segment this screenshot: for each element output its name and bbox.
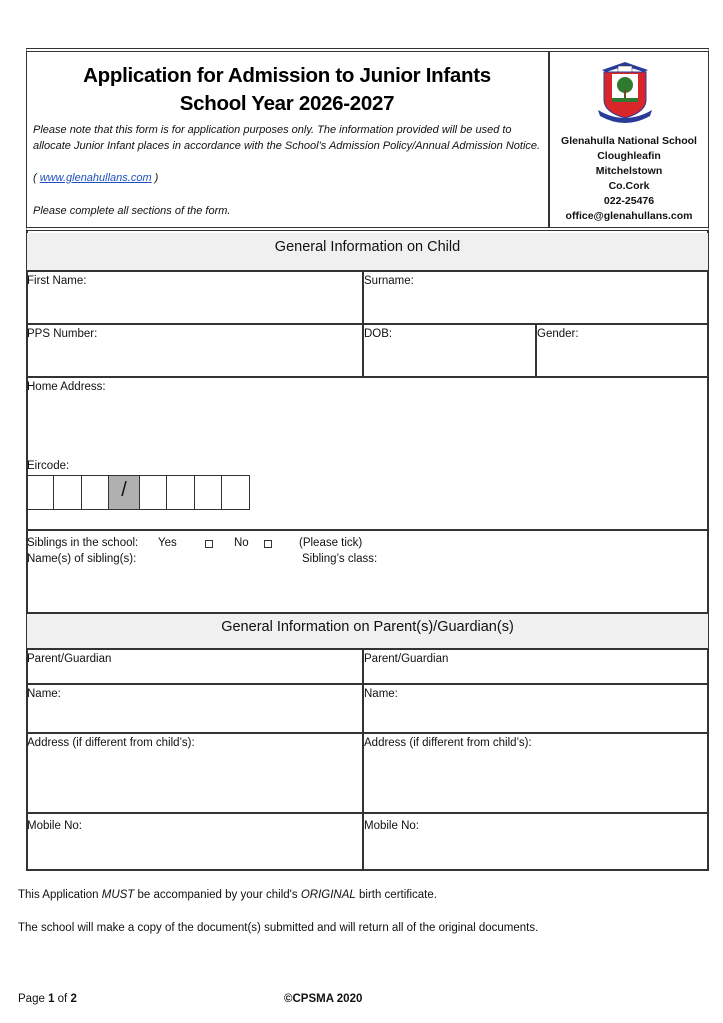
school-email[interactable]: office@glenahullans.com bbox=[565, 210, 693, 222]
complete-note: Please complete all sections of the form. bbox=[33, 205, 231, 217]
divider bbox=[26, 529, 709, 531]
parent2-address-field[interactable] bbox=[364, 734, 707, 811]
intro-text: Please note that this form is for application purposes only. The information provided will be used to allocate Junior Infant places in accordance with the School’s Admission Policy/Annual Admission Notice. bbox=[33, 124, 541, 152]
first-name-label: First Name: bbox=[27, 275, 87, 287]
checkbox-icon bbox=[205, 540, 213, 548]
home-address-field[interactable] bbox=[28, 396, 707, 456]
pps-field[interactable] bbox=[28, 325, 362, 376]
home-address-label: Home Address: bbox=[27, 381, 106, 393]
gender-label: Gender: bbox=[537, 328, 579, 340]
birth-cert-note bbox=[18, 889, 437, 901]
eircode-input[interactable] bbox=[26, 475, 250, 510]
website-link[interactable]: www.glenahullans.com bbox=[39, 172, 152, 184]
eircode-box[interactable] bbox=[195, 476, 222, 509]
page-current: 1 bbox=[48, 993, 55, 1005]
no-checkbox[interactable] bbox=[264, 538, 272, 550]
divider bbox=[26, 376, 709, 378]
first-name-field[interactable] bbox=[28, 272, 362, 323]
page-total: 2 bbox=[70, 993, 77, 1005]
yes-label: Yes bbox=[158, 537, 177, 549]
eircode-box[interactable] bbox=[140, 476, 167, 509]
parent1-mobile-label: Mobile No: bbox=[27, 820, 82, 832]
parent2-name-label: Name: bbox=[364, 688, 398, 700]
school-address-2: Mitchelstown bbox=[595, 165, 663, 177]
school-crest-icon bbox=[594, 60, 656, 126]
documents-note: The school will make a copy of the document(s) submitted and will return all of the original documents. bbox=[18, 922, 539, 934]
pps-label: PPS Number: bbox=[27, 328, 98, 340]
website-line bbox=[33, 170, 545, 186]
form-subtitle: School Year 2026-2027 bbox=[179, 92, 395, 115]
eircode-separator bbox=[109, 476, 140, 509]
eircode-box[interactable] bbox=[167, 476, 195, 509]
school-contact bbox=[550, 134, 708, 224]
siblings-label: Siblings in the school: bbox=[27, 537, 139, 549]
parent1-mobile-field[interactable] bbox=[28, 814, 362, 869]
paren-close: ) bbox=[151, 172, 159, 184]
checkbox-icon bbox=[264, 540, 272, 548]
parent1-name-field[interactable] bbox=[28, 685, 362, 731]
surname-field[interactable] bbox=[364, 272, 707, 323]
table-right-border bbox=[707, 231, 709, 871]
please-tick-note: (Please tick) bbox=[299, 537, 363, 549]
parent1-address-label: Address (if different from child’s): bbox=[27, 737, 195, 749]
school-address-1: Cloughleafin bbox=[597, 150, 661, 162]
parent2-mobile-field[interactable] bbox=[364, 814, 707, 869]
school-phone: 022-25476 bbox=[603, 195, 655, 207]
dob-label: DOB: bbox=[364, 328, 393, 340]
parent2-mobile-label: Mobile No: bbox=[364, 820, 419, 832]
slash-glyph: / bbox=[121, 479, 127, 501]
parent1-title: Parent/Guardian bbox=[27, 653, 112, 665]
sibling-names-label: Name(s) of sibling(s): bbox=[27, 553, 137, 565]
parent2-title: Parent/Guardian bbox=[364, 653, 449, 665]
note-text: This Application bbox=[18, 889, 102, 901]
note-emphasis: ORIGINAL bbox=[300, 889, 356, 901]
section-heading-child: General Information on Child bbox=[27, 233, 708, 270]
school-address-3: Co.Cork bbox=[608, 180, 650, 192]
copyright: ©CPSMA 2020 bbox=[284, 993, 363, 1005]
sibling-class-label: Sibling’s class: bbox=[302, 553, 378, 565]
no-label: No bbox=[234, 537, 249, 549]
eircode-label: Eircode: bbox=[27, 460, 70, 472]
sibling-names-field[interactable] bbox=[28, 568, 298, 610]
page-of: of bbox=[54, 993, 71, 1005]
eircode-box[interactable] bbox=[82, 476, 109, 509]
parent1-address-field[interactable] bbox=[28, 734, 362, 811]
note-text: birth certificate. bbox=[355, 889, 437, 901]
parent1-name-label: Name: bbox=[27, 688, 61, 700]
note-text: be accompanied by your child's bbox=[134, 889, 301, 901]
sibling-class-field[interactable] bbox=[302, 568, 706, 610]
surname-label: Surname: bbox=[364, 275, 414, 287]
eircode-box[interactable] bbox=[27, 476, 54, 509]
parent2-name-field[interactable] bbox=[364, 685, 707, 731]
dob-field[interactable] bbox=[364, 325, 535, 376]
note-emphasis: MUST bbox=[101, 889, 135, 901]
page-prefix: Page bbox=[18, 993, 49, 1005]
gender-field[interactable] bbox=[537, 325, 707, 376]
divider bbox=[26, 648, 709, 650]
form-title: Application for Admission to Junior Infants bbox=[83, 64, 491, 87]
divider bbox=[26, 869, 709, 871]
school-name: Glenahulla National School bbox=[561, 135, 697, 147]
yes-checkbox[interactable] bbox=[205, 538, 213, 550]
eircode-box[interactable] bbox=[54, 476, 82, 509]
page-number bbox=[18, 993, 77, 1005]
paren-open: ( bbox=[33, 172, 40, 184]
parent2-address-label: Address (if different from child’s): bbox=[364, 737, 532, 749]
eircode-box[interactable] bbox=[222, 476, 249, 509]
section-heading-parents: General Information on Parent(s)/Guardian(s) bbox=[27, 614, 708, 648]
